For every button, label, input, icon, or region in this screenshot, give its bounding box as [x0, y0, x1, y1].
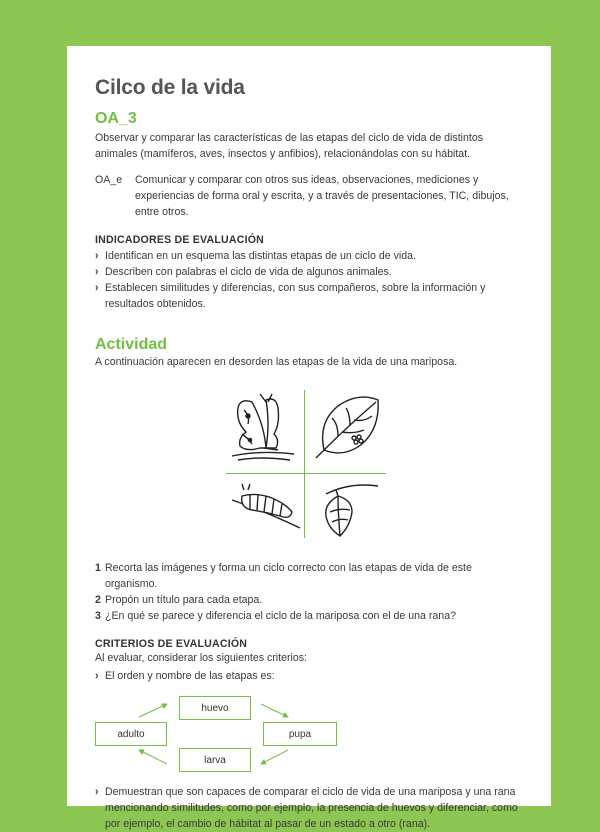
steps-list: [95, 560, 525, 624]
indicadores-heading: INDICADORES DE EVALUACIÓN: [95, 234, 265, 246]
butterfly-icon: [230, 394, 296, 462]
oae-row: [95, 172, 525, 220]
caterpillar-icon: [232, 482, 300, 532]
cycle-box-pupa: pupa: [263, 722, 337, 746]
cycle-box-huevo: huevo: [179, 696, 251, 720]
list-item: 1 Recorta las imágenes y forma un ciclo correcto con las etapas de vida de este organismo.: [95, 562, 472, 590]
leaf-with-eggs-icon: [314, 394, 382, 460]
criterios-heading: CRITERIOS DE EVALUACIÓN: [95, 638, 248, 650]
oa-heading: OA_3: [95, 110, 137, 127]
list-item: 2 Propón un título para cada etapa.: [95, 594, 263, 606]
oae-code: OA_e: [95, 174, 123, 186]
actividad-heading: Actividad: [95, 336, 168, 353]
cycle-box-adulto: adulto: [95, 722, 167, 746]
oae-text: Comunicar y comparar con otros sus ideas, observaciones, mediciones y experiencias de forma oral y escrita, y a través de presentaciones, TIC, dibujos, entre otros.: [135, 174, 509, 218]
indicadores-list: [95, 248, 525, 312]
actividad-intro: A continuación aparecen en desorden las etapas de la vida de una mariposa.: [95, 356, 458, 368]
list-item: 3 ¿En qué se parece y diferencia el ciclo de la mariposa con el de una rana?: [95, 610, 456, 622]
criterio-1: [95, 668, 525, 684]
figure-divider-horizontal: [226, 473, 386, 474]
life-stages-figure: [226, 390, 386, 538]
oa-description: Observar y comparar las características de las etapas del ciclo de vida de distintos animales (mamíferos, aves, insectos y anfibios), relacionándolas con su hábitat.: [95, 132, 484, 160]
chrysalis-icon: [316, 482, 380, 538]
list-item: › Establecen similitudes y diferencias, con sus compañeros, sobre la información y resultados obtenidos.: [95, 280, 525, 312]
list-item: › Describen con palabras el ciclo de vida de algunos animales.: [95, 264, 525, 280]
life-cycle-diagram: [95, 694, 395, 782]
page-title: Cilco de la vida: [95, 76, 245, 99]
criterio-2: [95, 784, 525, 832]
worksheet-page: [67, 46, 551, 830]
list-item: › El orden y nombre de las etapas es:: [95, 668, 525, 684]
list-item: › Demuestran que son capaces de comparar el ciclo de vida de una mariposa y una rana mencionando similitudes, como por ejemplo, la presencia de huevos y diferenciar, como por ejemplo, el cambio de hábitat al pasar de un estado a otro (rana).: [95, 784, 525, 832]
cycle-box-larva: larva: [179, 748, 251, 772]
criterios-intro: Al evaluar, considerar los siguientes criterios:: [95, 652, 307, 664]
figure-divider-vertical: [304, 390, 305, 538]
list-item: › Identifican en un esquema las distintas etapas de un ciclo de vida.: [95, 248, 525, 264]
